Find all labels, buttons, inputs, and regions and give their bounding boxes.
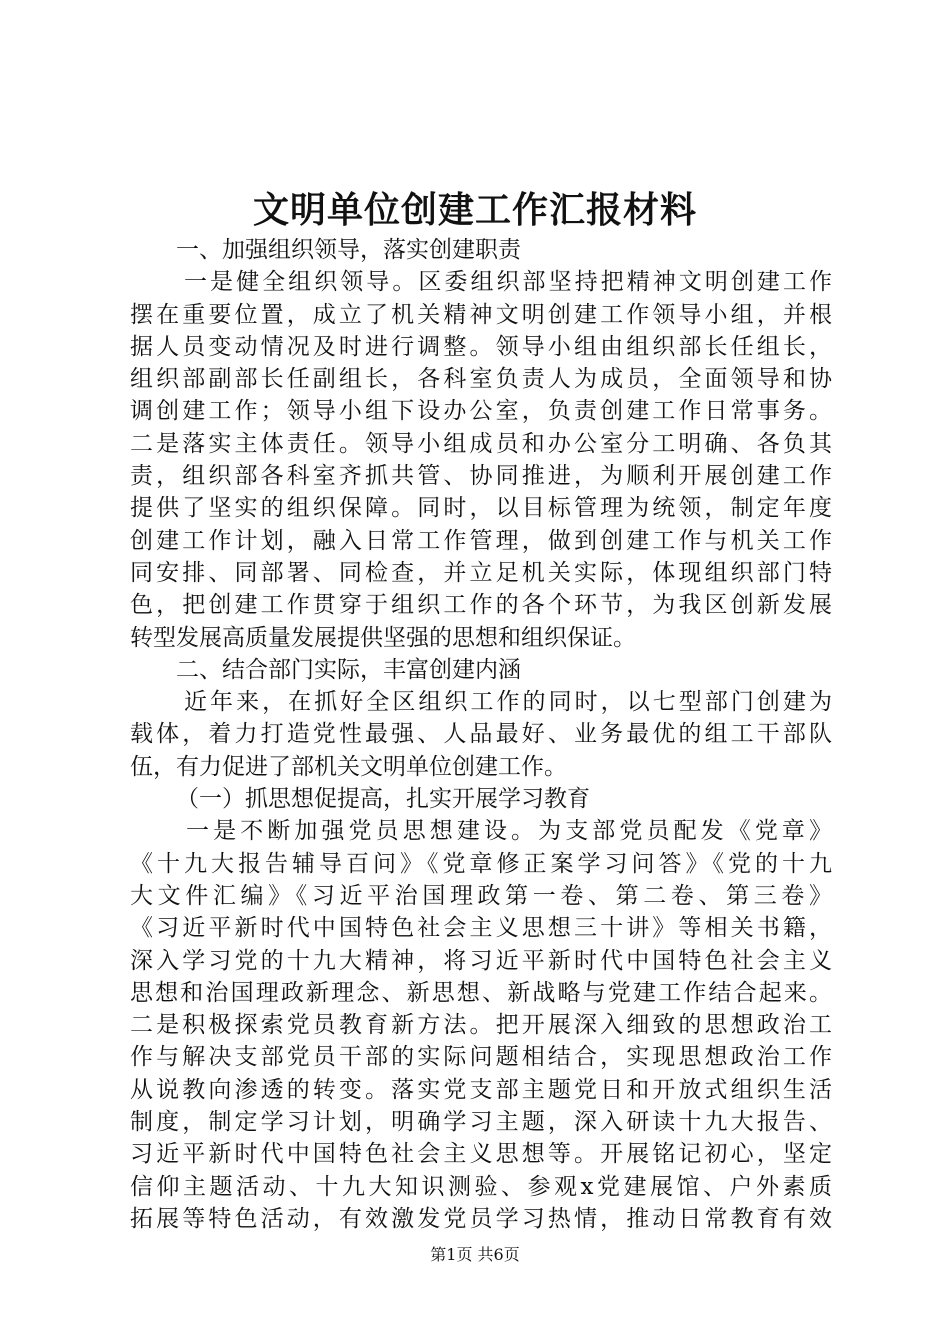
page-number-footer: 第1页 共6页 bbox=[430, 1245, 520, 1264]
paragraph-line: 组织部副部长任副组长，各科室负责人为成员，全面领导和协 bbox=[130, 366, 832, 393]
paragraph-line: 作与解决支部党员干部的实际问题相结合，实现思想政治工作 bbox=[130, 1044, 832, 1071]
paragraph-line: 摆在重要位置，成立了机关精神文明创建工作领导小组，并根 bbox=[130, 301, 832, 328]
paragraph-line: 一是健全组织领导。区委组织部坚持把精神文明创建工作 bbox=[184, 269, 832, 296]
paragraph-line: 责，组织部各科室齐抓共管、协同推进，为顺利开展创建工作 bbox=[130, 463, 832, 490]
document-body bbox=[130, 234, 832, 1235]
paragraph-line: 伍，有力促进了部机关文明单位创建工作。 bbox=[130, 753, 567, 780]
paragraph-line: 制度，制定学习计划，明确学习主题，深入研读十九大报告、 bbox=[130, 1109, 832, 1136]
paragraph-line: 提供了坚实的组织保障。同时，以目标管理为统领，制定年度 bbox=[130, 495, 832, 522]
paragraph-line: 二是积极探索党员教育新方法。把开展深入细致的思想政治工 bbox=[130, 1012, 832, 1039]
paragraph-line: 创建工作计划，融入日常工作管理，做到创建工作与机关工作 bbox=[130, 527, 832, 554]
paragraph-line: 拓展等特色活动，有效激发党员学习热情，推动日常教育有效 bbox=[130, 1205, 832, 1232]
paragraph-line: 一是不断加强党员思想建设。为支部党员配发《党章》 bbox=[186, 818, 832, 845]
paragraph-line: 载体，着力打造党性最强、人品最好、业务最优的组工干部队 bbox=[130, 721, 832, 748]
paragraph-line: 大文件汇编》《习近平治国理政第一卷、第二卷、第三卷》 bbox=[130, 882, 832, 909]
paragraph-line: 深入学习党的十九大精神，将习近平新时代中国特色社会主义 bbox=[130, 947, 832, 974]
paragraph-line: 信仰主题活动、十九大知识测验、参观x党建展馆、户外素质 bbox=[130, 1173, 832, 1200]
paragraph-line: 据人员变动情况及时进行调整。领导小组由组织部长任组长， bbox=[130, 333, 832, 360]
paragraph-line: 从说教向渗透的转变。落实党支部主题党日和开放式组织生活 bbox=[130, 1076, 832, 1103]
paragraph-line: 《十九大报告辅导百问》《党章修正案学习问答》《党的十九 bbox=[130, 850, 832, 877]
document-title: 文明单位创建工作汇报材料 bbox=[252, 189, 697, 231]
paragraph-line: 同安排、同部署、同检查，并立足机关实际，体现组织部门特 bbox=[130, 559, 832, 586]
paragraph-line: 《习近平新时代中国特色社会主义思想三十讲》等相关书籍， bbox=[130, 915, 832, 942]
paragraph-line: 习近平新时代中国特色社会主义思想等。开展铭记初心，坚定 bbox=[130, 1141, 832, 1168]
subsection-heading-1: （一）抓思想促提高，扎实开展学习教育 bbox=[176, 786, 590, 813]
paragraph-line: 调创建工作；领导小组下设办公室，负责创建工作日常事务。 bbox=[130, 398, 832, 425]
section-heading-1: 一、加强组织领导，落实创建职责 bbox=[176, 237, 521, 263]
paragraph-line: 转型发展高质量发展提供坚强的思想和组织保证。 bbox=[130, 624, 636, 651]
paragraph-line: 近年来，在抓好全区组织工作的同时，以七型部门创建为 bbox=[184, 689, 832, 716]
section-heading-2: 二、结合部门实际，丰富创建内涵 bbox=[176, 656, 521, 683]
paragraph-line: 二是落实主体责任。领导小组成员和办公室分工明确、各负其 bbox=[130, 430, 832, 457]
paragraph-line: 色，把创建工作贯穿于组织工作的各个环节，为我区创新发展 bbox=[130, 592, 832, 619]
paragraph-line: 思想和治国理政新理念、新思想、新战略与党建工作结合起来。 bbox=[130, 979, 832, 1006]
